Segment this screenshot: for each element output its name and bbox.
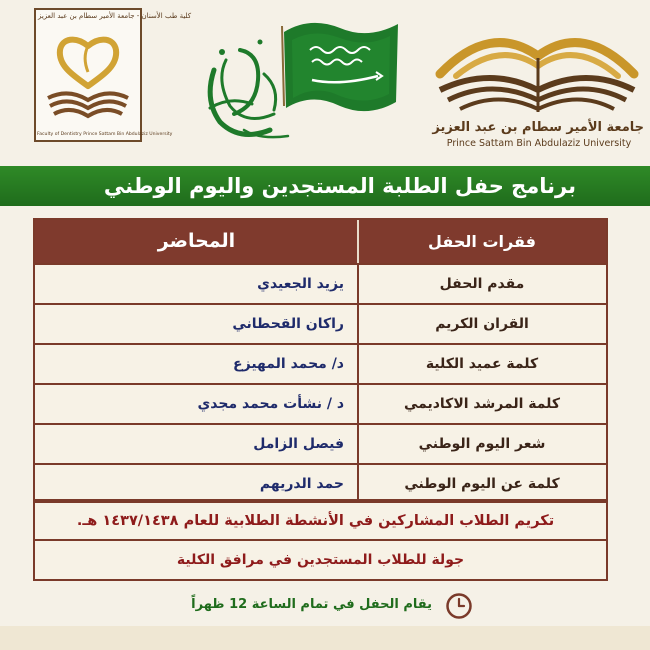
table-row — [35, 263, 606, 303]
tour-text: جولة للطلاب المستجدين في مرافق الكلية — [176, 552, 465, 568]
program-item: كلمة المرشد الاكاديمي — [403, 396, 561, 412]
table-header — [35, 220, 606, 263]
table-row — [35, 423, 606, 463]
header — [0, 0, 650, 160]
university-book-icon — [420, 14, 650, 118]
program-item: القران الكريم — [435, 316, 529, 332]
university-english-name: Prince Sattam Bin Abdulaziz University — [446, 138, 632, 149]
program-item: كلمة عن اليوم الوطني — [404, 476, 560, 492]
time-note: يقام الحفل في تمام الساعة 12 ظهراً — [191, 597, 432, 612]
speaker-name: راكان القحطاني — [232, 316, 344, 332]
footer-note — [0, 590, 650, 620]
tooth-book-icon — [44, 28, 132, 124]
table-row — [35, 343, 606, 383]
honoring-text: تكريم الطلاب المشاركين في الأنشطة الطلابية للعام ١٤٣٧/١٤٣٨ هـ. — [76, 513, 555, 529]
saudi-flag-icon — [282, 23, 398, 111]
speaker-name: د/ محمد المهيزع — [233, 356, 344, 372]
column-header-items: فقرات الحفل — [428, 232, 536, 251]
speaker-name: فيصل الزامل — [253, 436, 344, 452]
faculty-logo-english-text: Faculty of Dentistry Prince Sattam Bin Abdulaziz University — [37, 132, 173, 137]
speaker-name: د / نشأت محمد مجدي — [197, 396, 344, 412]
program-item: شعر اليوم الوطني — [418, 436, 546, 452]
column-header-speaker: المحاضر — [157, 230, 236, 252]
table-row — [35, 463, 606, 503]
national-day-emblem — [200, 10, 405, 145]
program-item: مقدم الحفل — [439, 276, 525, 292]
title-banner — [0, 166, 650, 206]
tour-row — [33, 541, 608, 581]
table-row — [35, 303, 606, 343]
page-title: برنامج حفل الطلبة المستجدين واليوم الوطني — [103, 174, 576, 198]
university-logo — [420, 14, 650, 154]
national-day-calligraphy — [210, 40, 288, 138]
university-arabic-name: جامعة الأمير سطام بن عبد العزيز — [432, 120, 644, 135]
program-table — [33, 218, 608, 501]
faculty-logo — [34, 8, 192, 142]
clock-icon — [445, 592, 473, 620]
speaker-name: يزيد الجعيدي — [257, 276, 344, 292]
table-row — [35, 383, 606, 423]
speaker-name: حمد الدريهم — [259, 476, 344, 492]
honoring-row — [33, 501, 608, 541]
program-item: كلمة عميد الكلية — [425, 356, 539, 372]
bottom-band — [0, 626, 650, 650]
faculty-logo-arabic-text: كلية طب الأسنان - جامعة الأمير سطام بن عبد العزيز — [38, 12, 192, 20]
